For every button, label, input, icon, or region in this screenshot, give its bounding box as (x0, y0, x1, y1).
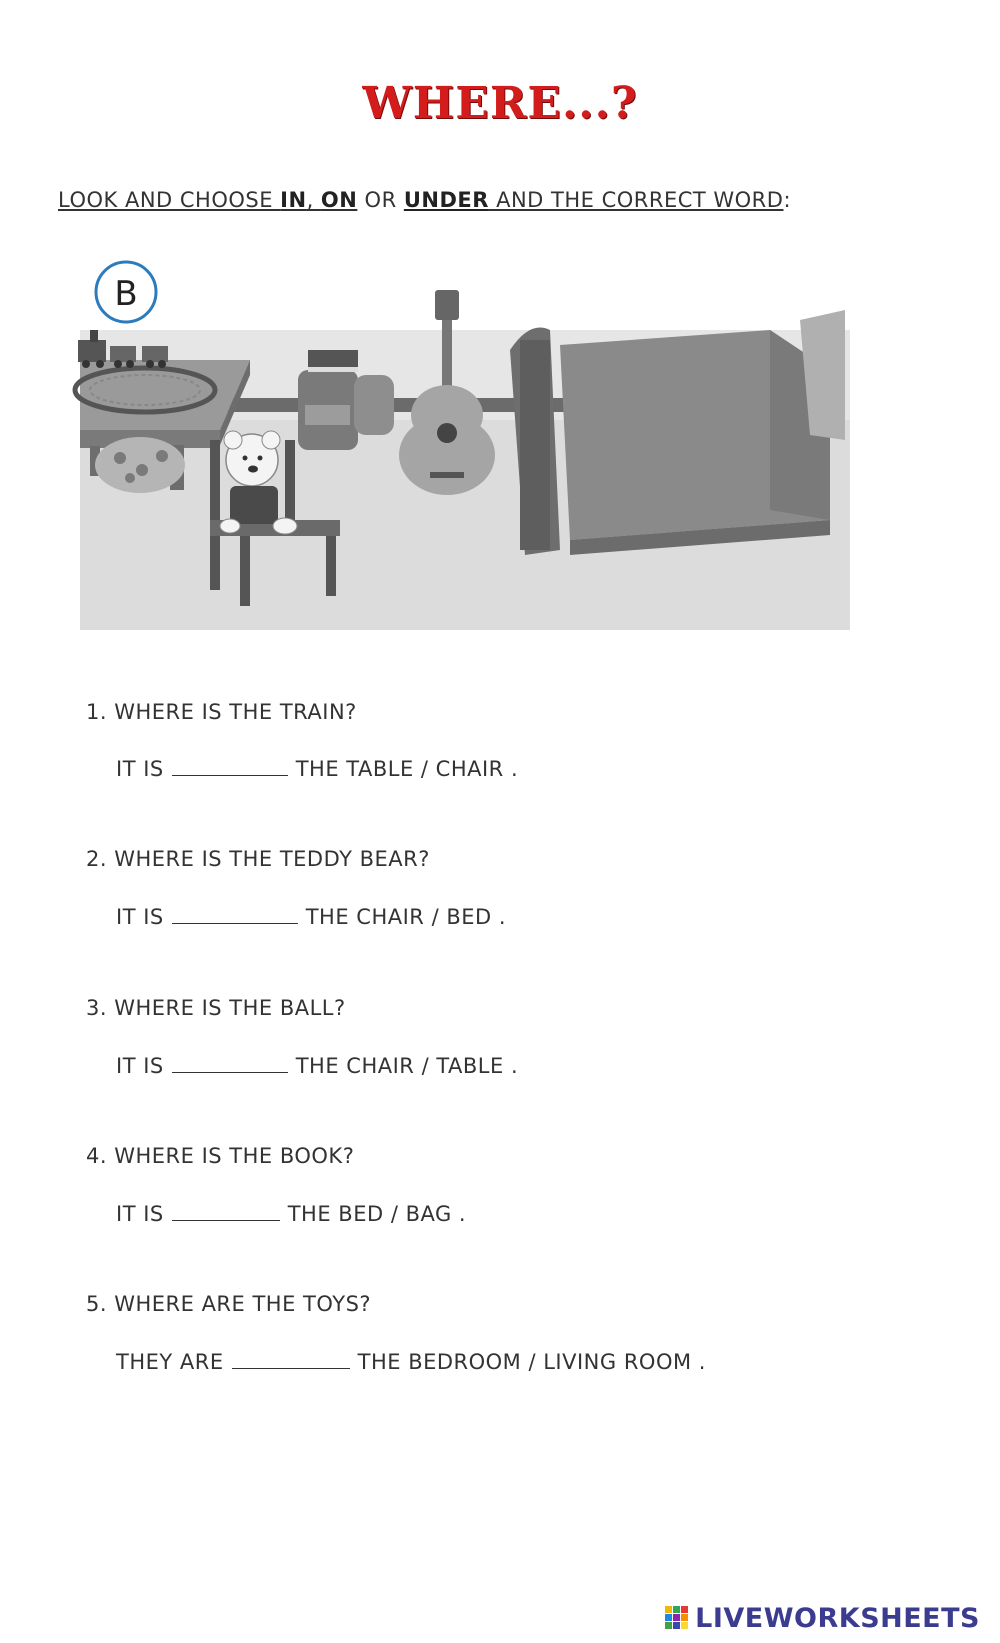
answer-line-4 (116, 1202, 466, 1226)
svg-text:B: B (114, 274, 138, 314)
question-3: 3. WHERE IS THE BALL? (86, 996, 346, 1020)
answer-prefix: IT IS (116, 757, 164, 781)
instruction-colon: : (783, 188, 792, 212)
option-on: ON (320, 188, 358, 212)
answer-options: THE CHAIR / TABLE . (295, 1054, 519, 1078)
answer-line-1 (116, 757, 518, 781)
page-title: WHERE...? (362, 78, 638, 129)
liveworksheets-logo-icon (665, 1606, 689, 1630)
question-4: 4. WHERE IS THE BOOK? (86, 1144, 355, 1168)
answer-options: THE CHAIR / BED . (305, 905, 507, 929)
footer-brand (665, 1601, 980, 1635)
bedroom-illustration (70, 250, 930, 670)
ball (95, 437, 185, 493)
badge-b (96, 262, 156, 322)
instruction-part2: AND THE CORRECT WORD (488, 188, 784, 212)
answer-prefix: THEY ARE (116, 1350, 224, 1374)
brand-name: LIVEWORKSHEETS (695, 1602, 980, 1634)
instruction-part: LOOK AND CHOOSE (58, 188, 281, 212)
option-in: IN (280, 188, 307, 212)
question-5: 5. WHERE ARE THE TOYS? (86, 1292, 372, 1316)
question-2: 2. WHERE IS THE TEDDY BEAR? (86, 847, 430, 871)
answer-blank-1[interactable] (172, 757, 288, 776)
answer-line-2 (116, 905, 506, 929)
question-1: 1. WHERE IS THE TRAIN? (86, 700, 357, 724)
instruction-sep: , (306, 188, 321, 212)
option-under: UNDER (403, 188, 489, 212)
answer-line-5 (116, 1350, 706, 1374)
instruction-text (58, 188, 791, 212)
answer-blank-5[interactable] (232, 1350, 350, 1369)
answer-line-3 (116, 1054, 518, 1078)
answer-options: THE TABLE / CHAIR . (295, 757, 519, 781)
answer-blank-4[interactable] (172, 1202, 280, 1221)
answer-prefix: IT IS (116, 1054, 164, 1078)
answer-options: THE BEDROOM / LIVING ROOM . (357, 1350, 706, 1374)
answer-options: THE BED / BAG . (287, 1202, 467, 1226)
answer-prefix: IT IS (116, 1202, 164, 1226)
instruction-or: OR (357, 188, 404, 212)
answer-prefix: IT IS (116, 905, 164, 929)
answer-blank-3[interactable] (172, 1054, 288, 1073)
book (308, 350, 358, 372)
answer-blank-2[interactable] (172, 905, 298, 924)
